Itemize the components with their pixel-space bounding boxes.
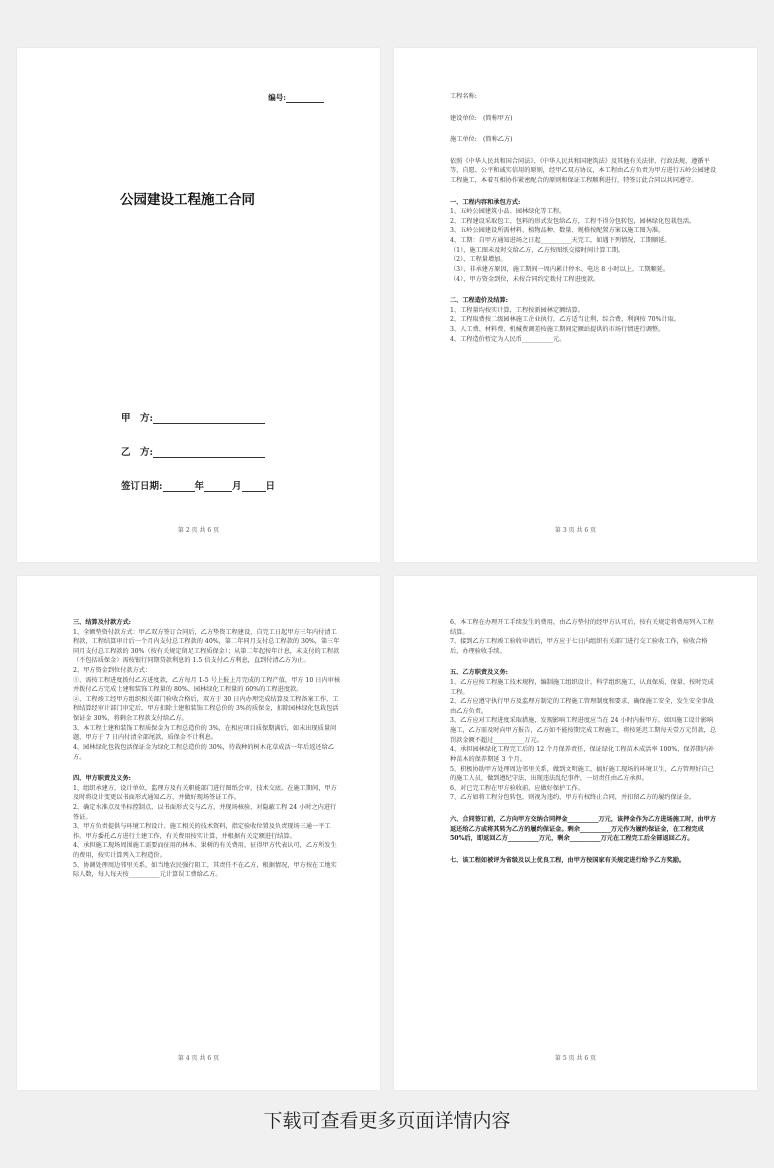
- party-a-label: 甲 方:: [121, 413, 154, 424]
- year-blank: [163, 491, 195, 492]
- paragraph: 2、甲方资金到位付款方式：: [73, 667, 152, 675]
- page-number: 第 2 页 共 6 页: [177, 527, 220, 534]
- paragraph: 7、乙方如将工程分包转包，则视为违约，甲方有权终止合同，并扣留乙方的履约保证金。: [450, 794, 696, 802]
- contract-page-4: [17, 576, 380, 1090]
- paragraph: 依照《中华人民共和国合同法》、《中华人民共和国建筑法》及其他有关法律、行政法规，遵循平等、自愿、公平和诚实信用的原则，经甲乙双方协议，本工程由乙方负责为甲方进行五岭公园建设工程施工，本着互相协作紧密配合的原则和保证工程顺利进行，特签订此合同以共同遵守。: [450, 157, 717, 185]
- page-number: 第 3 页 共 6 页: [554, 527, 597, 534]
- contract-number-blank: [286, 102, 324, 103]
- paragraph: 4、工期：自甲方通知进场之日起__________天完工，如遇下列情况，工期顺延。: [450, 237, 671, 245]
- paragraph: 1、乙方应按工程施工技术规程，编制施工组织设计，科学组织施工，认真保质、保量、按时完成工程。: [450, 679, 714, 696]
- paragraph: 4、工程造价暂定为人民币__________元。: [450, 335, 566, 343]
- paragraph: 6、本工程在办理开工手续发生的费用，由乙方垫付的经甲方认可后，按有关规定将费用列入工程结算。: [450, 619, 714, 636]
- paragraph: 建设单位: (简称甲方): [450, 114, 513, 122]
- paragraph-gap: [450, 186, 717, 198]
- page-number: 第 5 页 共 6 页: [554, 1055, 597, 1062]
- page-4-body: [73, 618, 340, 880]
- paragraph: 工程名称:: [450, 93, 477, 100]
- section-heading: 七、该工程如被评为省级及以上优良工程，由甲方按国家有关规定进行给予乙方奖励。: [450, 856, 686, 864]
- party-b-blank: [153, 457, 265, 458]
- page-number: 第 4 页 共 6 页: [177, 1055, 220, 1062]
- paragraph: 3、甲方负责提供与环境工程设计、施工相关的技术资料，指定验收位置及负责现场三通一平工作。甲方委托乙方进行土建工作，有关费用按实计算，并根据有关定额进行结算。: [73, 823, 331, 840]
- paragraph: 1、工程量均按实计算，工程按新园林定额结算。: [450, 306, 584, 314]
- day-label: 日: [265, 481, 276, 492]
- paragraph-gap: [450, 844, 717, 856]
- paragraph-gap: [450, 102, 717, 114]
- paragraph: （1）、施工图未及时交给乙方，乙方按图纸交接时间计算工期。: [450, 246, 625, 254]
- contract-page-2: [17, 48, 380, 562]
- paragraph: （2）、工程量增加。: [450, 256, 507, 264]
- party-a-blank: [153, 423, 265, 424]
- paragraph: 2、乙方应遵守执行甲方及监理方制定的工程施工管理制度和要求，确保施工安全，发生安全事故由乙方负责。: [450, 698, 714, 715]
- paragraph: 3、本工程土建和装饰工程质保金为工程总造价的 3%，在相应项目质保期满后，如未出现质量问题，甲方于 7 日内付清全部尾款，质保金不计利息。: [73, 724, 337, 742]
- paragraph: 2、工程取费按二级园林施工企业执行，乙方适当让利，综合费、利润按 70%计取。: [450, 316, 681, 324]
- paragraph: （3）、非承建方原因，施工期间一周内累计停水、电达 8 小时以上，工期顺延。: [450, 265, 670, 273]
- section-heading: 二、工程造价及结算:: [450, 297, 508, 305]
- paragraph: 4、承担施工现场周围施工需要而征用的林木、果树的有关费用，征得甲方代表认可，乙方所发生的费用，按实计算列入工程造价。: [73, 842, 337, 860]
- paragraph: 7、接到乙方工程竣工验收申请后，甲方应于七日内组织有关部门进行交工验收工作，验收合格后，办理验收手续。: [450, 638, 708, 655]
- contract-number-label: 编号:: [268, 93, 286, 102]
- party-b-line: [121, 444, 265, 458]
- contract-number-field: [268, 92, 324, 103]
- page-3-body: [450, 92, 717, 344]
- paragraph: 施工单位: (简称乙方): [450, 136, 513, 144]
- paragraph-gap: [450, 284, 717, 296]
- paragraph: 3、人工费、材料费、机械费调差按施工期间定额站提供的市场行情进行调整。: [450, 325, 665, 333]
- year-label: 年: [194, 481, 205, 492]
- paragraph: （4）、甲方资金到位，未按合同约定拨付工程进度款。: [450, 275, 600, 283]
- contract-page-3: [394, 48, 757, 562]
- download-more-caption: 下载可查看更多页面详情内容: [263, 1110, 511, 1132]
- paragraph-gap: [73, 762, 340, 774]
- day-blank: [242, 491, 266, 492]
- section-heading: 三、结算及付款方式:: [73, 619, 131, 626]
- paragraph: ②、工程竣工经甲方组织相关部门验收合格后，双方于 30 日内办理完成结算及工程备案工作，工程结算经审计部门审定后，甲方扣除土建和装饰工程总价的 3%的质保金，扣除园林绿化包栽包活保证金 30%，将剩余工程款支付给乙方。: [73, 695, 339, 723]
- sign-date-label: 签订日期:: [121, 481, 163, 492]
- contract-title: 公园建设工程施工合同: [120, 192, 255, 208]
- month-blank: [204, 491, 232, 492]
- paragraph-gap: [450, 145, 717, 157]
- paragraph-gap: [450, 656, 717, 668]
- party-b-label: 乙 方:: [121, 447, 154, 458]
- paragraph: 4、承担园林绿化工程完工后的 12 个月保养责任，保证绿化工程苗木成活率 100%，保养期内补种苗木的保养期延 3 个月。: [450, 746, 715, 763]
- paragraph-gap: [450, 123, 717, 135]
- paragraph: 3、五岭公园建设所需材料、植物品种、数量、规格按配置方案以施工图为准。: [450, 227, 665, 235]
- month-label: 月: [232, 481, 242, 492]
- page-5-body: [450, 618, 717, 865]
- paragraph: 4、园林绿化包栽包活保证金为绿化工程总造价的 30%，待栽种的树木花草成活一年后返还给乙方。: [73, 743, 334, 761]
- paragraph: 3、乙方应对工程进度采取措施，发现影响工程进度应当在 24 小时内报甲方。如因施工设计影响施工，乙方需及时向甲方报告，乙方如不能按期完成工程施工，将按延迟工期每天壹万元罚款，总罚款金额不超过__________万元。: [450, 717, 717, 744]
- paragraph: 5、协调处理周边邻里关系，如当地农民强行阻工，其责任不在乙方，根据情况，甲方按在工地实际人数，每人每天按__________元计算误工费给乙方。: [73, 861, 337, 879]
- paragraph: 1、全额垫资付款方式：甲乙双方签订合同后，乙方垫资工程建设，自完工日起甲方三年内付清工程款，工程结算审计后一个月内支付总工程款的 40%，第二年同月支付总工程款的 30%，第三年同月支付总工程款的 30%（按有关规定留足工程质保金）；从第二年起按年计息，未支付的工程款（不包括质保金）需按银行同期贷款利息的 1.5 倍支付乙方利息，直到付清乙方为止。: [73, 628, 340, 665]
- paragraph: 1、五岭公园建筑小品、园林绿化等工程。: [450, 208, 566, 216]
- paragraph: 6、对已完工程在甲方验收前，应做好保护工作。: [450, 784, 584, 792]
- paragraph: 1、组织承建方，设计单位，监理方及有关职能部门进行图纸会审，技术交底。在施工期间，甲方及时将设计变更以书面形式通知乙方，并做好现场签证工作。: [73, 784, 337, 802]
- paragraph: 2、确定水准点及坐标控制点，以书面形式交与乙方，并现场核验，对隐蔽工程 24 小时之内进行签证。: [73, 803, 337, 821]
- section-heading: 六、合同签订前，乙方向甲方交纳合同押金__________万元，该押金作为乙方进场施工时，由甲方返还给乙方或将其转为乙方的履约保证金。剩余__________万元作为履约保证金，在工程完成 50%后，即返回乙方__________万元，剩余__________万元在工程完工后全部返回乙方。: [450, 815, 717, 843]
- section-heading: 四、甲方职责及义务:: [73, 775, 131, 783]
- party-a-line: [121, 410, 265, 424]
- contract-page-5: [394, 576, 757, 1090]
- section-heading: 一、工程内容和承包方式:: [450, 198, 521, 206]
- section-heading: 五、乙方职责及义务:: [450, 669, 508, 677]
- paragraph: 2、工程建设采取包工、包料的形式发包给乙方，工程不得分包转包，园林绿化包栽包活。: [450, 217, 696, 225]
- paragraph: ①、需按工程进度拨付乙方进度款，乙方每月 1-5 号上报上月完成的工程产值，甲方 10 日内审核并拨付乙方完成土建和装饰工程量的 80%、园林绿化工程量的 60%的工程进度款。: [73, 676, 341, 694]
- sign-date-line: [121, 478, 275, 492]
- paragraph: 5、积极协助甲方处理周边邻里关系，做到文明施工，搞好施工现场的环境卫生，乙方管理好自己的施工人员，做到遵纪守法，出现违法乱纪事件，一切责任由乙方承担。: [450, 765, 714, 783]
- paragraph-gap: [450, 803, 717, 815]
